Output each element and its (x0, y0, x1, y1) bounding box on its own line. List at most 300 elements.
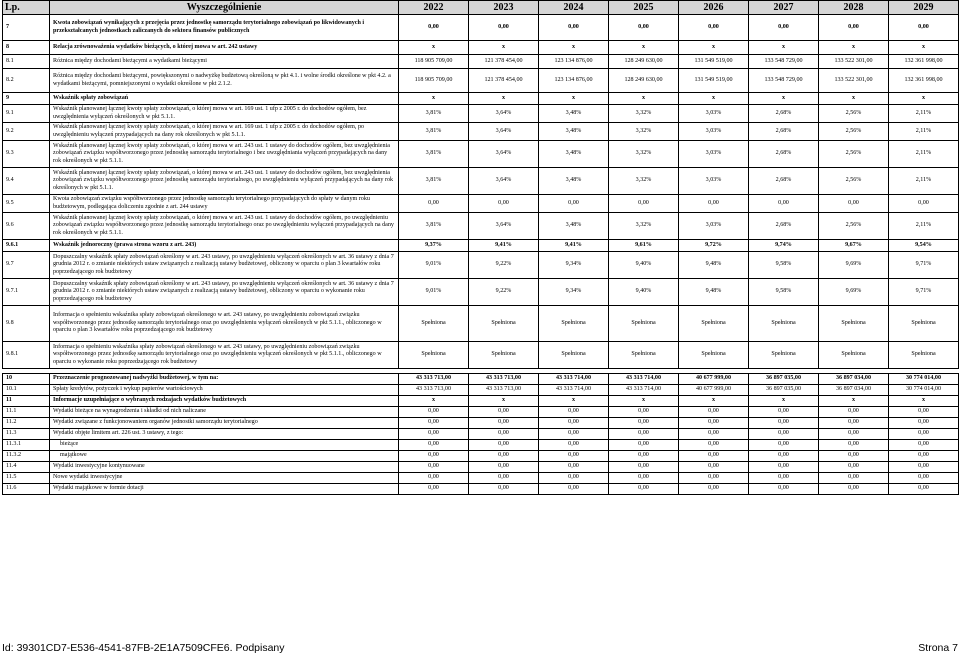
value-cell: 0,00 (399, 407, 469, 418)
value-cell: 2,56% (819, 141, 889, 168)
value-cell: x (609, 41, 679, 55)
row-description: Dopuszczalny wskaźnik spłaty zobowiązań określony w art. 243 ustawy, po uwzględnieniu wyłączeń określonych w art. 36 ustawy z dnia 7 grudnia 2012 r. o zmianie niektórych ustaw związanych z realizacją ustawy budżetowej, obliczony w oparciu o wykonanie roku poprzedzającego rok budżetowy (50, 279, 399, 306)
value-cell: 9,48% (679, 252, 749, 279)
value-cell: 43 313 714,00 (539, 385, 609, 396)
table-row (3, 93, 959, 105)
value-cell: 3,03% (679, 141, 749, 168)
value-cell: 2,56% (819, 105, 889, 123)
value-cell: 0,00 (609, 195, 679, 213)
row-description: bieżące (50, 440, 399, 451)
value-cell: 3,48% (539, 141, 609, 168)
value-cell: 133 548 729,00 (749, 69, 819, 93)
value-cell: 3,03% (679, 213, 749, 240)
value-cell: 9,67% (819, 240, 889, 252)
table-row (3, 123, 959, 141)
row-description: majątkowe (50, 451, 399, 462)
row-description: Kwota zobowiązań związku współtworzonego przez jednostkę samorządu terytorialnego przypadających do spłaty w danym roku budżetowym, podlegająca doliczeniu zgodnie z art. 244 ustawy (50, 195, 399, 213)
header-year: 2029 (889, 1, 959, 15)
value-cell: 9,41% (539, 240, 609, 252)
value-cell: x (889, 93, 959, 105)
value-cell: 0,00 (749, 195, 819, 213)
header-year: 2023 (469, 1, 539, 15)
value-cell: 0,00 (609, 429, 679, 440)
row-description: Wydatki majątkowe w formie dotacji (50, 484, 399, 495)
row-description: Wydatki bieżące na wynagrodzenia i składki od nich naliczane (50, 407, 399, 418)
value-cell: 9,74% (749, 240, 819, 252)
value-cell: 118 905 709,00 (399, 69, 469, 93)
value-cell: 9,34% (539, 252, 609, 279)
row-description: Informacja o spełnieniu wskaźnika spłaty zobowiązań określonego w art. 243 ustawy, po uwzględnieniu zobowiązań związku współtworzonego przez jednostkę samorządu terytorialnego oraz po uwzględnieniu wyłączeń określonych w pkt 5.1.1., obliczonego w oparciu o wykonanie roku poprzedzającego rok budżetowy (50, 342, 399, 369)
row-description: Dopuszczalny wskaźnik spłaty zobowiązań określony w art. 243 ustawy, po uwzględnieniu wyłączeń określonych w art. 36 ustawy z dnia 7 grudnia 2012 r. o zmianie niektórych ustaw związanych z realizacją ustawy budżetowej, obliczony w oparciu o plan 3 kwartałów roku poprzedzającego rok budżetowy (50, 252, 399, 279)
value-cell: 123 134 876,00 (539, 55, 609, 69)
value-cell: 3,64% (469, 168, 539, 195)
row-number: 11.6 (3, 484, 50, 495)
value-cell: 3,64% (469, 105, 539, 123)
value-cell: 9,37% (399, 240, 469, 252)
table-row (3, 15, 959, 41)
value-cell: 128 249 630,00 (609, 55, 679, 69)
value-cell: x (679, 396, 749, 407)
table-row (3, 240, 959, 252)
row-number: 9.8 (3, 306, 50, 342)
value-cell: 0,00 (399, 440, 469, 451)
value-cell: Spełniona (889, 342, 959, 369)
value-cell: 9,40% (609, 252, 679, 279)
value-cell: x (749, 396, 819, 407)
value-cell: 43 313 714,00 (609, 374, 679, 385)
row-number: 11.2 (3, 418, 50, 429)
value-cell: 2,56% (819, 168, 889, 195)
value-cell: 3,64% (469, 213, 539, 240)
value-cell: 123 134 876,00 (539, 69, 609, 93)
table-row (3, 213, 959, 240)
value-cell: 118 905 709,00 (399, 55, 469, 69)
row-description: Wskaźnik planowanej łącznej kwoty spłaty zobowiązań, o której mowa w art. 243 ust. 1 ustawy do dochodów ogółem, bez uwzględnienia zobowiązań związku współtworzonego przez jednostkę samorządu terytorialnego, po uwzględnieniu wyłączeń przypadających na dany rok określonych w pkt 5.1.1. (50, 168, 399, 195)
row-description: Wydatki inwestycyjne kontynuowane (50, 462, 399, 473)
value-cell: 3,81% (399, 123, 469, 141)
value-cell: 40 677 999,00 (679, 385, 749, 396)
value-cell: 9,58% (749, 279, 819, 306)
document-id-text: Id: 39301CD7-E536-4541-87FB-2E1A7509CFE6. Podpisany (2, 642, 285, 654)
value-cell: Spełniona (679, 306, 749, 342)
value-cell: 0,00 (679, 418, 749, 429)
value-cell: 0,00 (819, 418, 889, 429)
value-cell: 36 897 034,00 (819, 374, 889, 385)
value-cell: 3,48% (539, 123, 609, 141)
value-cell: 0,00 (539, 473, 609, 484)
value-cell: 43 313 714,00 (609, 385, 679, 396)
table-row (3, 407, 959, 418)
value-cell: x (399, 41, 469, 55)
value-cell: 36 897 035,00 (749, 385, 819, 396)
value-cell: Spełniona (749, 342, 819, 369)
value-cell: 3,64% (469, 123, 539, 141)
row-description: Przeznaczenie prognozowanej nadwyżki budżetowej, w tym na: (50, 374, 399, 385)
table-row (3, 168, 959, 195)
value-cell: 0,00 (679, 429, 749, 440)
table-row (3, 41, 959, 55)
value-cell: 0,00 (819, 429, 889, 440)
value-cell: 9,54% (889, 240, 959, 252)
value-cell: 40 677 999,00 (679, 374, 749, 385)
value-cell: 9,71% (889, 252, 959, 279)
table-row (3, 429, 959, 440)
value-cell: 0,00 (469, 440, 539, 451)
table-row (3, 342, 959, 369)
table-row (3, 462, 959, 473)
table-row (3, 105, 959, 123)
value-cell: 9,71% (889, 279, 959, 306)
value-cell: x (539, 41, 609, 55)
row-description: Wydatki objęte limitem art. 226 ust. 3 ustawy, z tego: (50, 429, 399, 440)
row-number: 9 (3, 93, 50, 105)
value-cell: 2,56% (819, 213, 889, 240)
page-number: Strona 7 (918, 642, 958, 654)
value-cell: 0,00 (539, 440, 609, 451)
row-number: 11.4 (3, 462, 50, 473)
value-cell: 0,00 (609, 451, 679, 462)
value-cell: 9,48% (679, 279, 749, 306)
value-cell: x (679, 41, 749, 55)
row-number: 9.1 (3, 105, 50, 123)
row-number: 11.5 (3, 473, 50, 484)
value-cell: 0,00 (539, 429, 609, 440)
value-cell: 0,00 (399, 195, 469, 213)
table-row (3, 418, 959, 429)
value-cell: 0,00 (889, 451, 959, 462)
row-description: Spłaty kredytów, pożyczek i wykup papierów wartościowych (50, 385, 399, 396)
value-cell: 9,40% (609, 279, 679, 306)
table-row (3, 55, 959, 69)
value-cell: 3,81% (399, 213, 469, 240)
row-number: 7 (3, 15, 50, 41)
value-cell: 0,00 (469, 451, 539, 462)
value-cell: Spełniona (539, 342, 609, 369)
value-cell: 0,00 (469, 429, 539, 440)
row-description: Informacja o spełnieniu wskaźnika spłaty zobowiązań określonego w art. 243 ustawy, po uwzględnieniu zobowiązań związku współtworzonego przez jednostkę samorządu terytorialnego oraz po uwzględnieniu wyłączeń określonych w pkt 5.1.1., obliczonego w oparciu o plan 3 kwartałów roku poprzedzającego rok budżetowy (50, 306, 399, 342)
value-cell: 9,69% (819, 252, 889, 279)
value-cell: x (819, 41, 889, 55)
value-cell: 2,68% (749, 105, 819, 123)
header-row (3, 1, 959, 15)
value-cell: 133 548 729,00 (749, 55, 819, 69)
value-cell: 0,00 (609, 440, 679, 451)
value-cell: 0,00 (749, 15, 819, 41)
row-number: 11.1 (3, 407, 50, 418)
value-cell: 3,32% (609, 168, 679, 195)
value-cell: 0,00 (749, 451, 819, 462)
value-cell: 133 522 301,00 (819, 55, 889, 69)
value-cell: 121 378 454,00 (469, 55, 539, 69)
value-cell: 0,00 (399, 15, 469, 41)
value-cell: 0,00 (889, 418, 959, 429)
value-cell: Spełniona (749, 306, 819, 342)
value-cell: 0,00 (399, 429, 469, 440)
value-cell: x (749, 41, 819, 55)
value-cell: 0,00 (679, 484, 749, 495)
value-cell: 0,00 (469, 407, 539, 418)
value-cell: 43 313 713,00 (399, 385, 469, 396)
value-cell: Spełniona (469, 306, 539, 342)
value-cell: 0,00 (679, 15, 749, 41)
value-cell: 0,00 (889, 484, 959, 495)
value-cell: 0,00 (679, 407, 749, 418)
value-cell: 43 313 713,00 (399, 374, 469, 385)
row-number: 8.2 (3, 69, 50, 93)
value-cell: 0,00 (889, 407, 959, 418)
value-cell: 2,68% (749, 168, 819, 195)
value-cell: 0,00 (679, 440, 749, 451)
value-cell: x (469, 41, 539, 55)
value-cell: x (399, 396, 469, 407)
value-cell: 0,00 (819, 484, 889, 495)
value-cell: x (539, 396, 609, 407)
table-row (3, 306, 959, 342)
table-row (3, 396, 959, 407)
row-number: 9.6 (3, 213, 50, 240)
table-row (3, 195, 959, 213)
value-cell: 2,11% (889, 141, 959, 168)
value-cell: 0,00 (819, 440, 889, 451)
value-cell: 3,03% (679, 105, 749, 123)
value-cell: 3,64% (469, 141, 539, 168)
value-cell: Spełniona (609, 342, 679, 369)
value-cell: 0,00 (889, 195, 959, 213)
value-cell: 0,00 (469, 195, 539, 213)
value-cell: 3,32% (609, 105, 679, 123)
value-cell: 0,00 (469, 473, 539, 484)
row-description: Różnica między dochodami bieżącymi a wydatkami bieżącymi (50, 55, 399, 69)
value-cell: 0,00 (469, 15, 539, 41)
value-cell: 131 549 519,00 (679, 55, 749, 69)
value-cell: Spełniona (399, 342, 469, 369)
value-cell: 43 313 713,00 (469, 374, 539, 385)
value-cell: 0,00 (539, 15, 609, 41)
row-number: 11.3.2 (3, 451, 50, 462)
row-number: 9.7 (3, 252, 50, 279)
value-cell: 0,00 (609, 15, 679, 41)
row-description: Wskaźnik planowanej łącznej kwoty spłaty zobowiązań, o której mowa w art. 169 ust. 1 ufp z 2005 r. do dochodów ogółem, po uwzględnieniu wyłączeń przypadających na dany rok określonych w pkt 5.1.1. (50, 123, 399, 141)
value-cell: 36 897 035,00 (749, 374, 819, 385)
value-cell: 36 897 034,00 (819, 385, 889, 396)
value-cell: Spełniona (889, 306, 959, 342)
value-cell: 9,58% (749, 252, 819, 279)
value-cell: 131 549 519,00 (679, 69, 749, 93)
value-cell: 3,48% (539, 168, 609, 195)
value-cell: 2,11% (889, 123, 959, 141)
value-cell: 0,00 (609, 473, 679, 484)
value-cell: x (889, 396, 959, 407)
row-number: 11.3.1 (3, 440, 50, 451)
value-cell: 2,56% (819, 123, 889, 141)
value-cell: 0,00 (469, 484, 539, 495)
row-number: 8 (3, 41, 50, 55)
header-year: 2022 (399, 1, 469, 15)
table-row (3, 279, 959, 306)
header-description: Wyszczególnienie (50, 1, 399, 15)
value-cell: 3,32% (609, 123, 679, 141)
value-cell: 43 313 714,00 (539, 374, 609, 385)
value-cell: 3,81% (399, 105, 469, 123)
table-row (3, 385, 959, 396)
header-year: 2027 (749, 1, 819, 15)
value-cell: 3,32% (609, 141, 679, 168)
page-footer (2, 642, 958, 656)
value-cell: 0,00 (399, 484, 469, 495)
value-cell: 3,81% (399, 168, 469, 195)
value-cell: 2,11% (889, 168, 959, 195)
row-description: Wskaźnik jednoroczny (prawa strona wzoru z art. 243) (50, 240, 399, 252)
table-row (3, 374, 959, 385)
value-cell: 132 361 998,00 (889, 69, 959, 93)
value-cell: 0,00 (819, 407, 889, 418)
value-cell: 132 361 998,00 (889, 55, 959, 69)
table-row (3, 451, 959, 462)
value-cell: 9,22% (469, 279, 539, 306)
row-description: Wskaźnik planowanej łącznej kwoty spłaty zobowiązań, o której mowa w art. 169 ust. 1 ufp z 2005 r. do dochodów ogółem, bez uwzględnienia wyłączeń określonych w pkt 5.1.1. (50, 105, 399, 123)
row-number: 11.3 (3, 429, 50, 440)
value-cell: 0,00 (399, 473, 469, 484)
row-description: Nowe wydatki inwestycyjne (50, 473, 399, 484)
value-cell: 9,01% (399, 279, 469, 306)
row-description: Wydatki związane z funkcjonowaniem organów jednostki samorządu terytorialnego (50, 418, 399, 429)
table-row (3, 141, 959, 168)
value-cell: x (469, 396, 539, 407)
row-description: Wskaźnik planowanej łącznej kwoty spłaty zobowiązań, o której mowa w art. 243 ust. 1 ustawy do dochodów ogółem, bez uwzględnienia zobowiązań związku współtworzonego przez jednostkę samorządu terytorialnego i bez uwzględniania wyłączeń przypadających na dany rok określonych w pkt 5.1.1. (50, 141, 399, 168)
value-cell: 43 313 713,00 (469, 385, 539, 396)
value-cell: 0,00 (749, 429, 819, 440)
value-cell: 0,00 (609, 407, 679, 418)
value-cell: x (609, 93, 679, 105)
value-cell: 0,00 (819, 462, 889, 473)
row-number: 8.1 (3, 55, 50, 69)
value-cell: 0,00 (889, 429, 959, 440)
row-number: 9.8.1 (3, 342, 50, 369)
value-cell: x (679, 93, 749, 105)
value-cell: 0,00 (749, 484, 819, 495)
value-cell: 0,00 (469, 462, 539, 473)
value-cell: 0,00 (469, 418, 539, 429)
value-cell: 0,00 (889, 440, 959, 451)
value-cell: 0,00 (539, 451, 609, 462)
value-cell: x (819, 396, 889, 407)
value-cell: 2,68% (749, 141, 819, 168)
value-cell: 0,00 (609, 418, 679, 429)
value-cell: 9,22% (469, 252, 539, 279)
row-description: Informacje uzupełniające o wybranych rodzajach wydatków budżetowych (50, 396, 399, 407)
row-number: 11 (3, 396, 50, 407)
row-number: 9.7.1 (3, 279, 50, 306)
value-cell: 0,00 (889, 15, 959, 41)
value-cell: 0,00 (819, 195, 889, 213)
value-cell: 121 378 454,00 (469, 69, 539, 93)
value-cell: 0,00 (819, 451, 889, 462)
row-number: 9.4 (3, 168, 50, 195)
value-cell: x (539, 93, 609, 105)
header-year: 2025 (609, 1, 679, 15)
value-cell: 0,00 (749, 440, 819, 451)
value-cell: 0,00 (749, 462, 819, 473)
value-cell: Spełniona (609, 306, 679, 342)
value-cell: 0,00 (539, 418, 609, 429)
row-description: Wskaźnik planowanej łącznej kwoty spłaty zobowiązań, o której mowa w art. 243 ust. 1 ustawy do dochodów ogółem, po uwzględnieniu zobowiązań związku współtworzonego przez jednostkę samorządu terytorialnego oraz po uwzględnieniu wyłączeń przypadających na dany rok określonych w pkt 5.1.1. (50, 213, 399, 240)
table-body (3, 15, 959, 495)
header-year: 2024 (539, 1, 609, 15)
header-lp: Lp. (3, 1, 50, 15)
value-cell: x (609, 396, 679, 407)
value-cell: 2,68% (749, 213, 819, 240)
value-cell: 0,00 (539, 195, 609, 213)
value-cell: Spełniona (399, 306, 469, 342)
table-row (3, 69, 959, 93)
value-cell: Spełniona (469, 342, 539, 369)
value-cell: 0,00 (679, 195, 749, 213)
value-cell: x (399, 93, 469, 105)
value-cell: 0,00 (679, 473, 749, 484)
row-description: Różnica między dochodami bieżącymi, powiększonymi o nadwyżkę budżetową określoną w pkt 4.1. i wolne środki określone w pkt 4.2. a wydatkami bieżącymi, pomniejszonymi o wydatki określone w pkt 2.1.2. (50, 69, 399, 93)
value-cell: 0,00 (889, 473, 959, 484)
row-number: 9.6.1 (3, 240, 50, 252)
value-cell: 3,03% (679, 168, 749, 195)
value-cell: Spełniona (539, 306, 609, 342)
value-cell: 0,00 (399, 462, 469, 473)
value-cell: 3,32% (609, 213, 679, 240)
value-cell: 0,00 (539, 484, 609, 495)
value-cell: 2,11% (889, 213, 959, 240)
value-cell: 30 774 014,00 (889, 385, 959, 396)
value-cell: 133 522 301,00 (819, 69, 889, 93)
table-row (3, 440, 959, 451)
value-cell: 3,48% (539, 105, 609, 123)
value-cell: 9,34% (539, 279, 609, 306)
value-cell: 0,00 (609, 484, 679, 495)
row-description: Relacja zrównoważenia wydatków bieżących, o której mowa w art. 242 ustawy (50, 41, 399, 55)
wpf-table (2, 0, 959, 495)
table-row (3, 484, 959, 495)
value-cell: Spełniona (819, 342, 889, 369)
value-cell: 3,81% (399, 141, 469, 168)
value-cell: x (819, 93, 889, 105)
table-row (3, 473, 959, 484)
row-description: Kwota zobowiązań wynikających z przejęcia przez jednostkę samorządu terytorialnego zobowiązań po likwidowanych i przekształcanych jednostkach zaliczanych do sektora finansów publicznych (50, 15, 399, 41)
value-cell: Spełniona (819, 306, 889, 342)
value-cell: x (889, 41, 959, 55)
value-cell: x (749, 93, 819, 105)
value-cell: 9,41% (469, 240, 539, 252)
value-cell: x (469, 93, 539, 105)
value-cell: 0,00 (399, 451, 469, 462)
row-number: 9.3 (3, 141, 50, 168)
value-cell: 0,00 (749, 418, 819, 429)
value-cell: 3,48% (539, 213, 609, 240)
header-year: 2028 (819, 1, 889, 15)
row-number: 9.2 (3, 123, 50, 141)
value-cell: 9,01% (399, 252, 469, 279)
table-row (3, 252, 959, 279)
value-cell: 0,00 (889, 462, 959, 473)
value-cell: 128 249 630,00 (609, 69, 679, 93)
value-cell: 0,00 (749, 407, 819, 418)
header-year: 2026 (679, 1, 749, 15)
value-cell: 0,00 (819, 473, 889, 484)
value-cell: Spełniona (679, 342, 749, 369)
value-cell: 3,03% (679, 123, 749, 141)
value-cell: 9,69% (819, 279, 889, 306)
value-cell: 0,00 (539, 462, 609, 473)
value-cell: 0,00 (399, 418, 469, 429)
row-number: 9.5 (3, 195, 50, 213)
value-cell: 0,00 (679, 451, 749, 462)
